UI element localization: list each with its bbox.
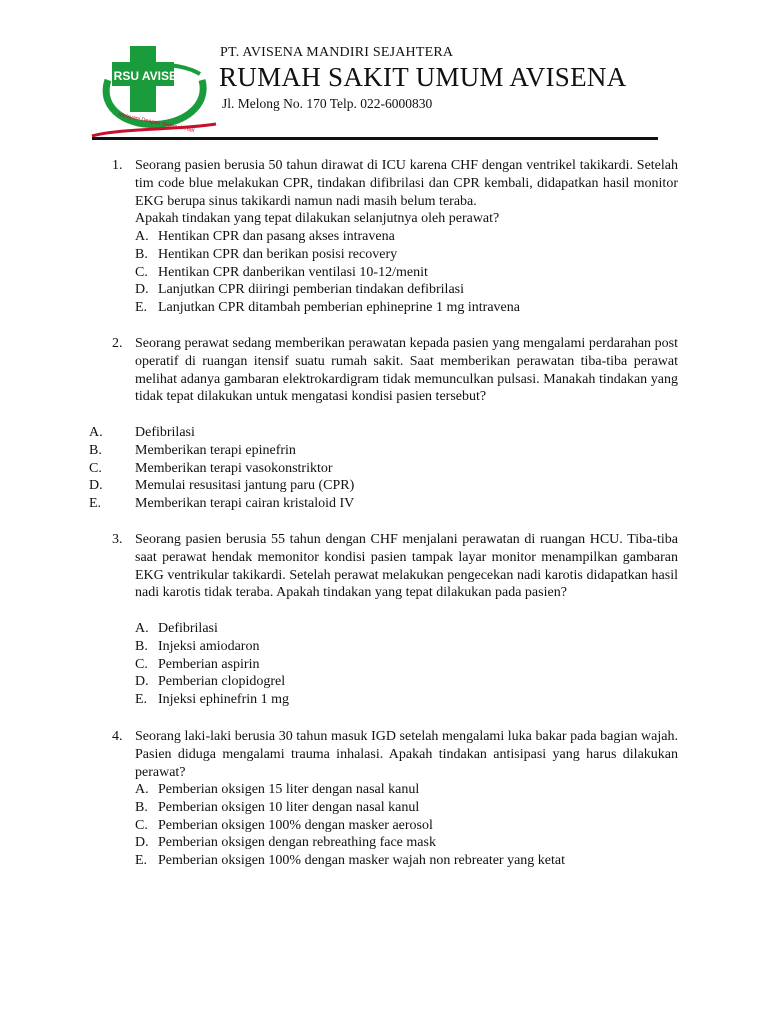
question-text: Seorang pasien berusia 55 tahun dengan CHF menjalani perawatan di ruangan HCU. Tiba-tiba saat perawat hendak memonitor kondisi pasien tampak layar monitor menampilkan gambaran EKG ventrikular takikardi. Setelah perawat melakukan pengecekan nadi karotis didapatkan hasil nadi karotis tidak teraba. Apakah tindakan yang tepat dilakukan pada pasien?	[135, 532, 678, 601]
answer-option: A. Defibrilasi	[89, 425, 195, 440]
answer-option: E. Lanjutkan CPR ditambah pemberian ephineprine 1 mg intravena	[135, 300, 520, 316]
answer-options	[89, 424, 689, 513]
answer-option: C. Hentikan CPR danberikan ventilasi 10-12/menit	[135, 264, 428, 280]
answer-option: A. Defibrilasi	[135, 621, 218, 636]
answer-option: D. Pemberian oksigen dengan rebreathing face mask	[135, 835, 436, 851]
answer-option: E. Memberikan terapi cairan kristaloid IV	[89, 496, 355, 512]
answer-option: A. Hentikan CPR dan pasang akses intravena	[135, 229, 395, 244]
logo-text: RSU AVISENA	[113, 69, 195, 83]
answer-option: D. Memulai resusitasi jantung paru (CPR)	[89, 478, 355, 494]
answer-option: B. Injeksi amiodaron	[135, 638, 260, 654]
answer-option: C. Pemberian aspirin	[135, 656, 260, 672]
answer-option: A. Pemberian oksigen 15 liter dengan nasal kanul	[135, 782, 420, 797]
logo-motto: Melayani Dengan Sepenuh Hati	[117, 112, 195, 135]
company-name: PT. AVISENA MANDIRI SEJAHTERA	[220, 45, 454, 60]
hospital-address: Jl. Melong No. 170 Telp. 022-6000830	[222, 96, 433, 111]
answer-option: B. Memberikan terapi epinefrin	[89, 442, 296, 458]
answer-option: C. Pemberian oksigen 100% dengan masker aerosol	[135, 817, 433, 833]
answer-option: B. Pemberian oksigen 10 liter dengan nasal kanul	[135, 799, 420, 815]
question-text: Seorang perawat sedang memberikan perawatan kepada pasien yang mengalami perdarahan post operatif di ruangan itensif suatu rumah sakit. Saat memberikan perawatan tiba-tiba perawat melihat adanya gambaran elektrokardigram tidak memunculkan pulsasi. Manakah tindakan yang tidak tepat dilakukan untuk mengatasi kondisi pasien tersebut?	[135, 336, 678, 405]
answer-option: D. Pemberian clopidogrel	[135, 674, 286, 690]
answer-option: E. Pemberian oksigen 100% dengan masker wajah non rebreater yang ketat	[135, 853, 566, 869]
question-text: Seorang laki-laki berusia 30 tahun masuk IGD setelah mengalami luka bakar pada bagian wajah. Pasien diduga mengalami trauma inhalasi. Apakah tindakan antisipasi yang harus dilakukan perawat?	[135, 729, 678, 780]
question-number: 4.	[112, 729, 123, 744]
answer-option: C. Memberikan terapi vasokonstriktor	[89, 460, 333, 476]
question-text: Seorang pasien berusia 50 tahun dirawat di ICU karena CHF dengan ventrikel takikardi. Setelah tim code blue melakukan CPR, tindakan difibrilasi dan CPR kembali, didapatkan hasil monitor EKG berupa sinus takikardi namun nadi masih belum teraba.	[135, 158, 678, 209]
hospital-name: RUMAH SAKIT UMUM AVISENA	[219, 62, 627, 92]
answer-options	[135, 620, 695, 709]
question-number: 1.	[112, 158, 123, 173]
answer-options	[135, 781, 695, 870]
answer-option: E. Injeksi ephinefrin 1 mg	[135, 692, 290, 708]
answer-options	[135, 228, 695, 317]
question-prompt: Apakah tindakan yang tepat dilakukan selanjutnya oleh perawat?	[135, 211, 500, 226]
question-number: 2.	[112, 336, 123, 351]
question-number: 3.	[112, 532, 123, 547]
header-divider	[92, 137, 658, 140]
answer-option: B. Hentikan CPR dan berikan posisi recovery	[135, 246, 398, 262]
hospital-logo	[90, 40, 218, 140]
answer-option: D. Lanjutkan CPR diiringi pemberian tindakan defibrilasi	[135, 282, 464, 298]
